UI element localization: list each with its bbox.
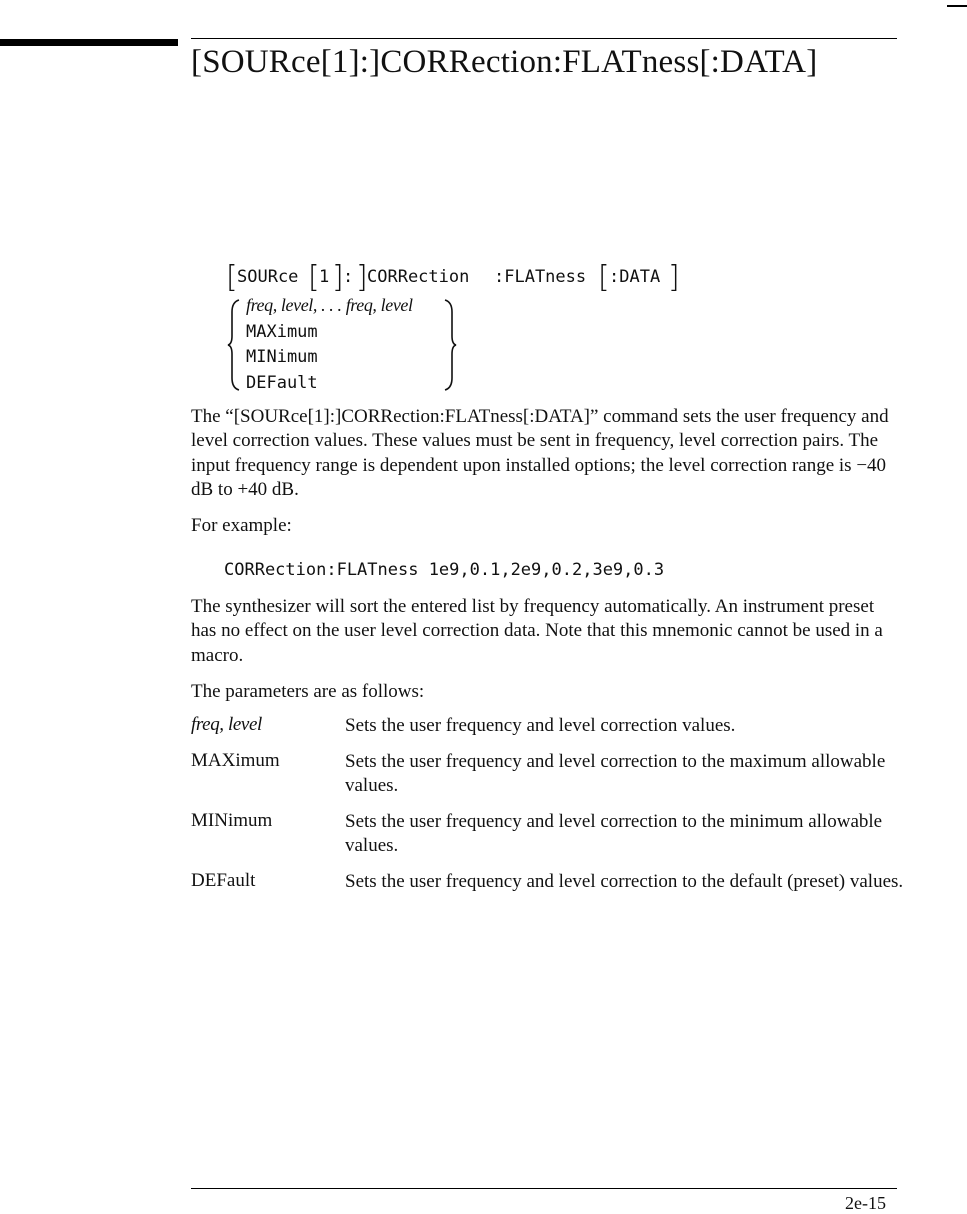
syntax-data-open-bracket: [ (598, 260, 610, 295)
syntax-open-bracket: [ (226, 260, 238, 295)
parameter-desc-minimum: Sets the user frequency and level correction to the minimum allowable values. (345, 811, 883, 857)
parameter-desc-maximum: Sets the user frequency and level correction to the maximum allowable values. (345, 751, 886, 797)
parameters-intro: The parameters are as follows: (191, 681, 425, 702)
corner-mark (947, 5, 967, 7)
parameter-desc-freq-level: Sets the user frequency and level correction values. (345, 715, 736, 736)
example-code: CORRection:FLATness 1e9,0.1,2e9,0.2,3e9,0.3 (224, 560, 665, 580)
syntax-colon: : (343, 267, 354, 287)
option-minimum: MINimum (246, 347, 318, 367)
sort-note: The synthesizer will sort the entered list by frequency automatically. An instrument preset has no effect on the user level correction data. Note that this mnemonic cannot be used in a macro. (191, 596, 883, 666)
parameter-name-freq-level: freq, level (191, 714, 262, 735)
left-curly-brace (227, 298, 241, 392)
header-rule (191, 38, 897, 39)
page-title: [SOURce[1]:]CORRection:FLATness[:DATA] (191, 44, 818, 80)
parameter-desc-default: Sets the user frequency and level correction to the default (preset) values. (345, 871, 904, 892)
section-marker-bar (0, 39, 178, 46)
option-maximum: MAXimum (246, 322, 318, 342)
option-default: DEFault (246, 373, 318, 393)
right-curly-brace (443, 298, 457, 392)
syntax-data-close-bracket: ] (668, 260, 680, 295)
syntax-correction-keyword: CORRection (367, 267, 470, 287)
footer-rule (191, 1188, 897, 1189)
syntax-index: 1 (319, 267, 330, 287)
parameter-name-default: DEFault (191, 870, 256, 891)
example-intro: For example: (191, 515, 292, 536)
command-description: The “[SOURce[1]:]CORRection:FLATness[:DATA]” command sets the user frequency and level correction values. These values must be sent in frequency, level correction pairs. The input frequency range is dependent upon installed options; the level correction range is −40 dB to +40 dB. (191, 406, 889, 500)
page-number: 2e-15 (845, 1193, 886, 1213)
syntax-flatness-keyword: :FLATness (494, 267, 587, 287)
syntax-data-keyword: :DATA (609, 267, 661, 287)
syntax-index-open-bracket: [ (308, 260, 320, 295)
syntax-index-close-bracket: ] (332, 260, 344, 295)
parameter-name-minimum: MINimum (191, 810, 273, 831)
option-freq-level: freq, level, . . . freq, level (246, 295, 413, 315)
syntax-source-keyword: SOURce (237, 267, 299, 287)
parameter-name-maximum: MAXimum (191, 750, 280, 771)
syntax-close-bracket: ] (356, 260, 368, 295)
